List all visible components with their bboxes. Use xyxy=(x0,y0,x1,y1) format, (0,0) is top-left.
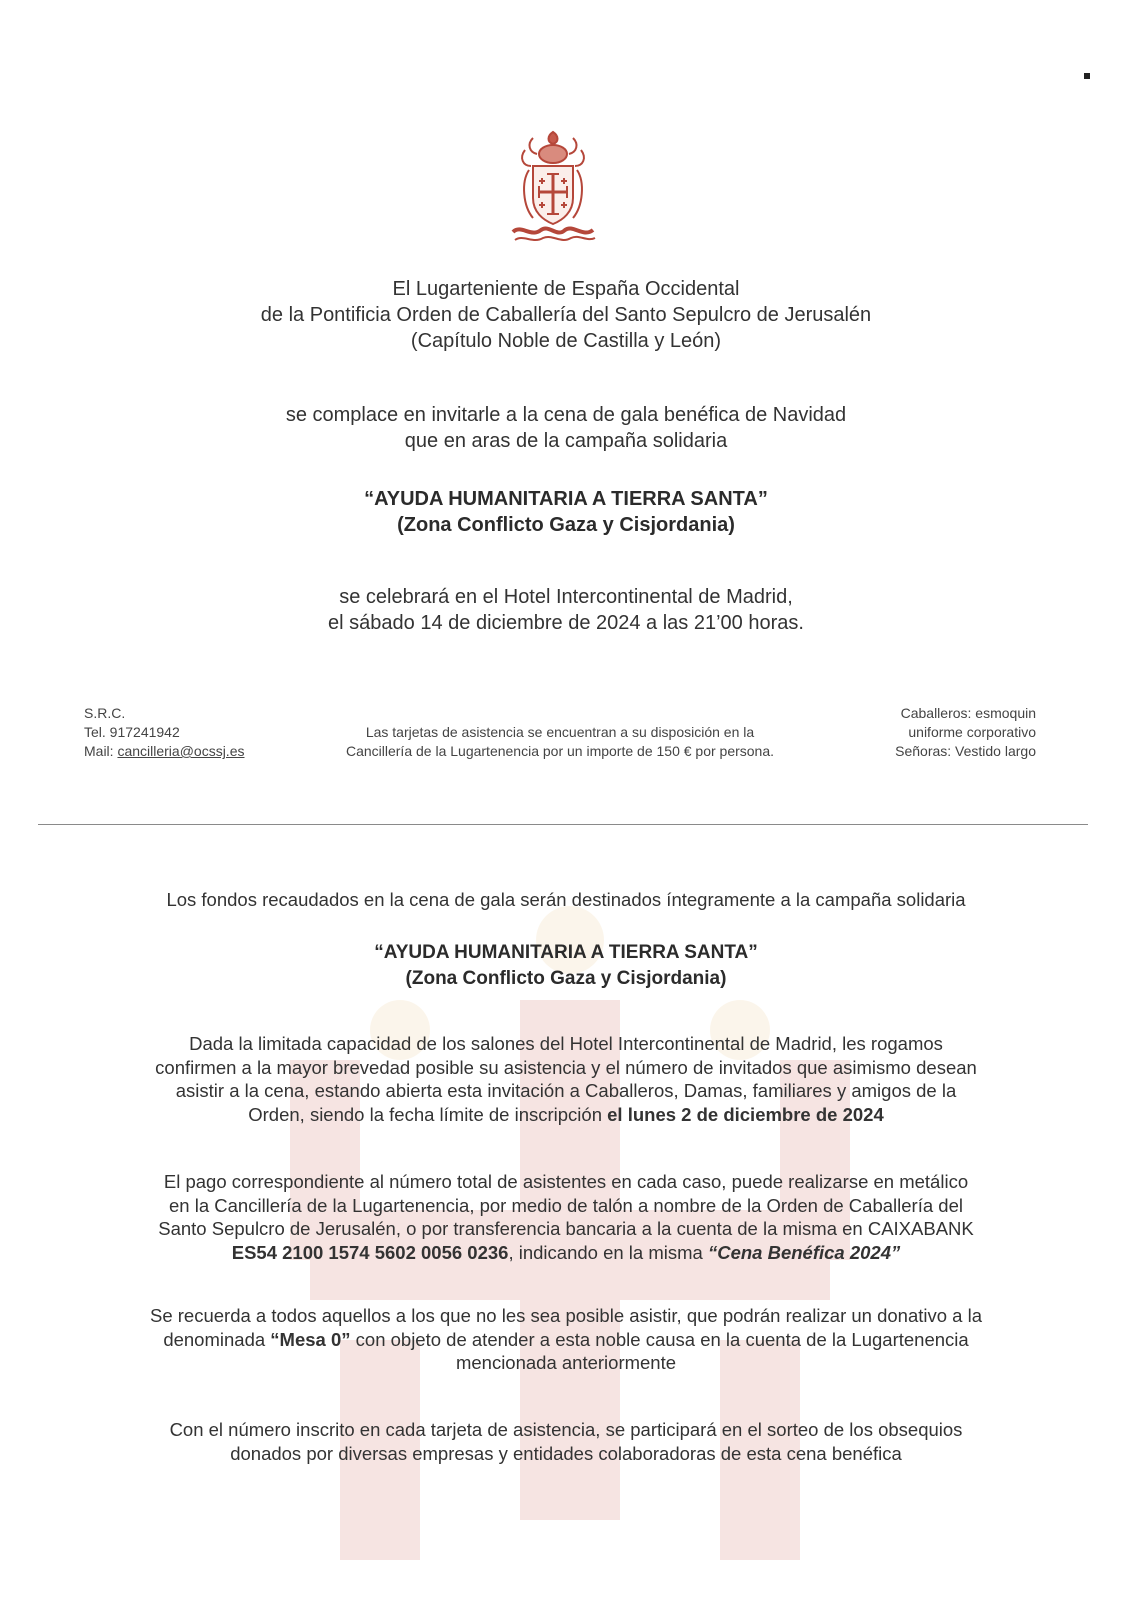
payment-mid: , indicando en la misma xyxy=(508,1241,708,1263)
payment-concept: “Cena Benéfica 2024” xyxy=(707,1241,901,1263)
donation-line-2-a: denominada xyxy=(163,1328,271,1350)
raffle-line-2: donados por diversas empresas y entidades colaboradoras de esta cena benéfica xyxy=(230,1442,902,1464)
campaign-title: “AYUDA HUMANITARIA A TIERRA SANTA” xyxy=(364,488,768,510)
contact-block xyxy=(84,704,245,761)
donation-line-1: Se recuerda a todos aquellos a los que no les sea posible asistir, que podrán realizar un donativo a la xyxy=(149,1305,982,1326)
mesa-0: “Mesa 0” xyxy=(270,1328,351,1350)
capacity-line-2: confirmen a la mayor brevedad posible su asistencia y el número de invitados que asimismo desean xyxy=(155,1056,977,1078)
phone-text: Tel. 917241942 xyxy=(84,724,180,740)
capacity-block xyxy=(0,1032,1132,1126)
capacity-line-1: Dada la limitada capacidad de los salones del Hotel Intercontinental de Madrid, les rogamos xyxy=(189,1033,943,1054)
payment-line-4 xyxy=(0,1241,1132,1265)
donation-line-3: mencionada anteriormente xyxy=(455,1352,677,1373)
donation-line-2-b: con objeto de atender a esta noble causa en la cuenta de la Lugartenencia xyxy=(350,1328,969,1350)
campaign2-subtitle: (Zona Conflicto Gaza y Cisjordania) xyxy=(405,968,727,989)
section-divider xyxy=(38,824,1088,825)
campaign2-title-block xyxy=(0,940,1132,992)
tickets-line-2: Cancillería de la Lugartenencia por un importe de 150 € por persona. xyxy=(345,743,775,759)
funds-text: Los fondos recaudados en la cena de gala serán destinados íntegramente a la campaña solidaria xyxy=(166,889,966,910)
donation-line-2 xyxy=(0,1328,1132,1352)
campaign-subtitle: (Zona Conflicto Gaza y Cisjordania) xyxy=(397,514,735,536)
tickets-block xyxy=(290,723,830,761)
src-text: S.R.C. xyxy=(84,705,126,721)
raffle-block xyxy=(0,1418,1132,1465)
payment-block xyxy=(0,1170,1132,1264)
mail-line xyxy=(84,742,245,761)
invite-line-2: que en aras de la campaña solidaria xyxy=(404,430,728,452)
dress-line-2: uniforme corporativo xyxy=(908,724,1036,740)
mail-link[interactable]: cancilleria@ocssj.es xyxy=(117,743,245,759)
order-emblem-icon xyxy=(507,128,599,246)
capacity-line-3: asistir a la cena, estando abierta esta invitación a Caballeros, Damas, familiares y amigos de la xyxy=(175,1080,957,1101)
header-line-1: El Lugarteniente de España Occidental xyxy=(392,278,740,300)
raffle-line-1: Con el número inscrito en cada tarjeta de asistencia, se participará en el sorteo de los obsequios xyxy=(169,1419,963,1440)
capacity-line-4-text: Orden, siendo la fecha límite de inscripción xyxy=(248,1103,608,1125)
dress-line-3: Señoras: Vestido largo xyxy=(895,743,1036,759)
dress-line-1: Caballeros: esmoquin xyxy=(900,705,1036,721)
mail-label: Mail: xyxy=(84,743,118,759)
funds-block xyxy=(0,888,1132,912)
donation-block xyxy=(0,1304,1132,1375)
deadline-date: el lunes 2 de diciembre de 2024 xyxy=(607,1103,884,1125)
invite-block xyxy=(0,402,1132,454)
payment-line-3: Santo Sepulcro de Jerusalén, o por transferencia bancaria a la cuenta de la misma en CAIXABANK xyxy=(158,1218,974,1239)
campaign-title-block xyxy=(0,486,1132,538)
header-line-2: de la Pontificia Orden de Caballería del Santo Sepulcro de Jerusalén xyxy=(260,304,872,326)
event-line-2: el sábado 14 de diciembre de 2024 a las 21’00 horas. xyxy=(328,612,804,634)
corner-mark xyxy=(1084,73,1090,79)
event-line-1: se celebrará en el Hotel Intercontinental de Madrid, xyxy=(339,586,793,608)
campaign2-title: “AYUDA HUMANITARIA A TIERRA SANTA” xyxy=(374,942,758,963)
iban: ES54 2100 1574 5602 0056 0236 xyxy=(231,1241,509,1263)
event-block xyxy=(0,584,1132,636)
header-line-3: (Capítulo Noble de Castilla y León) xyxy=(410,330,722,352)
payment-line-2: en la Cancillería de la Lugartenencia, por medio de talón a nombre de la Orden de Caballería del xyxy=(169,1194,963,1216)
payment-line-1: El pago correspondiente al número total de asistentes en cada caso, puede realizarse en metálico xyxy=(163,1171,969,1192)
invite-line-1: se complace en invitarle a la cena de gala benéfica de Navidad xyxy=(285,404,847,426)
dress-code-block xyxy=(895,704,1036,761)
header-block xyxy=(0,276,1132,354)
capacity-line-4 xyxy=(0,1103,1132,1127)
tickets-line-1: Las tarjetas de asistencia se encuentran a su disposición en la xyxy=(365,724,755,740)
